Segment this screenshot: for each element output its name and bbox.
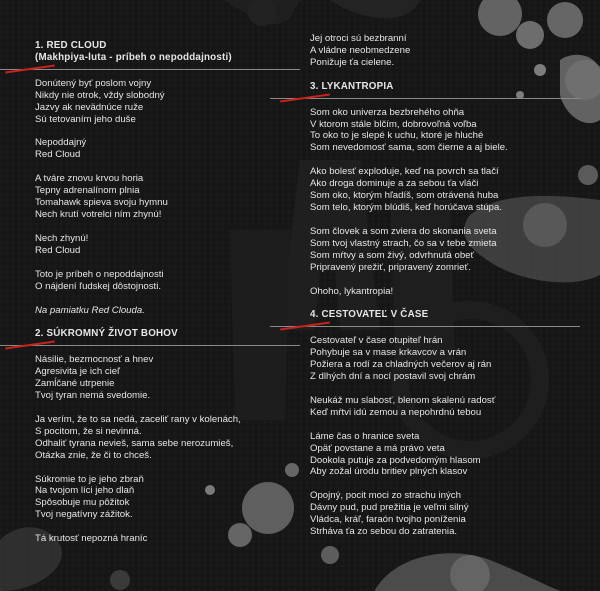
song-heading (35, 40, 290, 64)
lyric-line: Ja verím, že to sa nedá, zaceliť rany v kolenách, (35, 413, 241, 425)
lyric-line: A tváre znovu krvou horia (35, 173, 144, 185)
stanza (35, 354, 290, 402)
lyric-line: Som oko univerza bezbrehého ohňa (310, 106, 465, 118)
lyric-line: Dookola putuje za podvedomým hlasom (310, 454, 481, 466)
lyric-line: Láme čas o hranice sveta (310, 430, 420, 442)
lyric-line: Som nevedomosť sama, som čierne a aj biele. (310, 142, 508, 154)
lyric-line: Opojný, pocit moci zo strachu iných (310, 490, 461, 502)
lyric-line: Pohybuje sa v mase krkavcov a vrán (310, 347, 467, 359)
lyric-line: Jazvy ak nevädnúce ruže (35, 101, 144, 113)
lyric-line: Sú tetovaním jeho duše (35, 113, 136, 125)
lyric-line: Ponižuje ťa cielene. (310, 56, 395, 68)
lyric-line: Donútený byť poslom vojny (35, 77, 152, 89)
lyric-line: Ako bolesť exploduje, keď na povrch sa tlačí (310, 166, 499, 178)
lyric-line: Otázka znie, že či to chceš. (35, 449, 152, 461)
lyric-line: Tomahawk spieva svoju hymnu (35, 197, 168, 209)
lyric-line: Násilie, bezmocnosť a hnev (35, 354, 154, 366)
lyric-line: Som oko, ktorým hľadíš, som otrávená huba (310, 190, 499, 202)
stanza (35, 474, 290, 522)
lyric-line: Tvoj negatívny zážitok. (35, 509, 133, 521)
left-column (35, 40, 290, 557)
lyric-line: O nájdení ľudskej dôstojnosti. (35, 280, 161, 292)
lyric-line: Neukáž mu slabosť, blenom skalenú radosť (310, 394, 496, 406)
lyric-line: Som mŕtvy a som živý, odvrhnutá obeť (310, 249, 475, 261)
lyric-line: Agresivita je ich cieľ (35, 366, 120, 378)
lyric-line: Ohoho, lykantropia! (310, 285, 394, 297)
lyric-line: Tá krutosť nepozná hraníc (35, 533, 148, 545)
lyric-line: Tepny adrenalínom plnia (35, 185, 140, 197)
lyric-line: Nech zhynú! (35, 232, 89, 244)
lyric-line: Zamĺčané utrpenie (35, 378, 115, 390)
heading-divider (270, 98, 580, 99)
stanza (310, 286, 570, 298)
stanza (310, 490, 570, 538)
heading-divider (0, 69, 300, 70)
lyric-line: Nech krutí votrelci ním zhynú! (35, 208, 162, 220)
lyric-line: Spôsobuje mu pôžitok (35, 497, 130, 509)
heading-divider (0, 345, 300, 346)
song-subtitle: (Makhpiya-luta - príbeh o nepoddajnosti) (35, 51, 232, 63)
stanza (35, 173, 290, 221)
dedication: Na pamiatku Red Clouda. (35, 304, 145, 316)
lyric-line: Aby zožal úrodu britiev plných klasov (310, 466, 468, 478)
lyric-line: Odhaliť tyrana nevieš, sama sebe nerozumieš, (35, 437, 234, 449)
lyric-line: Som telo, ktorým blúdiš, keď horúčava stúpa. (310, 201, 502, 213)
lyric-line: Pripravený prežiť, pripravený zomrieť. (310, 261, 471, 273)
stanza (310, 395, 570, 419)
lyric-line: Ako droga dominuje a za sebou ťa vláči (310, 178, 479, 190)
lyric-line: Cestovateľ v čase otupiteľ hrán (310, 335, 443, 347)
lyric-line: Nepoddajný (35, 137, 87, 149)
song-title: 3. LYKANTROPIA (310, 80, 394, 92)
lyric-line: Strháva ťa zo sebou do zatratenia. (310, 526, 458, 538)
lyric-line: Som tvoj vlastný strach, čo sa v tebe zmieta (310, 237, 497, 249)
stanza (310, 335, 570, 383)
stanza (35, 533, 290, 545)
lyric-line: Vládca, kráľ, faraón tvojho poníženia (310, 514, 466, 526)
lyric-line: Tvoj tyran nemá svedomie. (35, 390, 151, 402)
lyric-line: Red Cloud (35, 244, 81, 256)
stanza (310, 33, 570, 69)
lyric-line: A vládne neobmedzene (310, 44, 411, 56)
lyric-line: Nikdy nie otrok, vždy slobodný (35, 89, 165, 101)
lyric-line: Dávny pud, pud prežitia je veľmi silný (310, 502, 469, 514)
right-column (310, 33, 570, 550)
lyric-line: Požiera a rodí za chladných večerov aj rán (310, 359, 492, 371)
song-title: 2. SÚKROMNÝ ŽIVOT BOHOV (35, 328, 178, 340)
song-title: 4. CESTOVATEĽ V ČASE (310, 309, 429, 321)
lyric-line: Z dlhých dní a nocí postavil svoj chrám (310, 371, 476, 383)
stanza (35, 269, 290, 293)
lyric-line: Red Cloud (35, 149, 81, 161)
stanza (310, 431, 570, 479)
lyric-line: Toto je príbeh o nepoddajnosti (35, 268, 164, 280)
lyric-line: Keď mŕtvi idú zemou a nepohrdnú tebou (310, 406, 482, 418)
song-title: 1. RED CLOUD (35, 40, 107, 51)
heading-divider (270, 326, 580, 327)
lyric-line: Na tvojom líci jeho dlaň (35, 485, 135, 497)
stanza (310, 226, 570, 274)
stanza (35, 137, 290, 161)
lyric-line: Opäť povstane a má právo veta (310, 442, 445, 454)
song-heading (310, 309, 570, 321)
stanza (35, 78, 290, 126)
song-heading (310, 81, 570, 93)
song-heading (35, 328, 290, 340)
lyric-line: To oko to je slepé k uchu, ktoré je hluché (310, 130, 484, 142)
lyric-line: Som človek a som zviera do skonania sveta (310, 225, 497, 237)
stanza (35, 414, 290, 462)
lyric-line: S pocitom, že si nevinná. (35, 425, 142, 437)
stanza (310, 166, 570, 214)
lyric-line: Jej otroci sú bezbranní (310, 33, 407, 44)
stanza (35, 233, 290, 257)
lyric-line: V ktorom stále blčím, dobrovoľná voľba (310, 118, 477, 130)
stanza (310, 107, 570, 155)
lyric-line: Súkromie to je jeho zbraň (35, 473, 144, 485)
